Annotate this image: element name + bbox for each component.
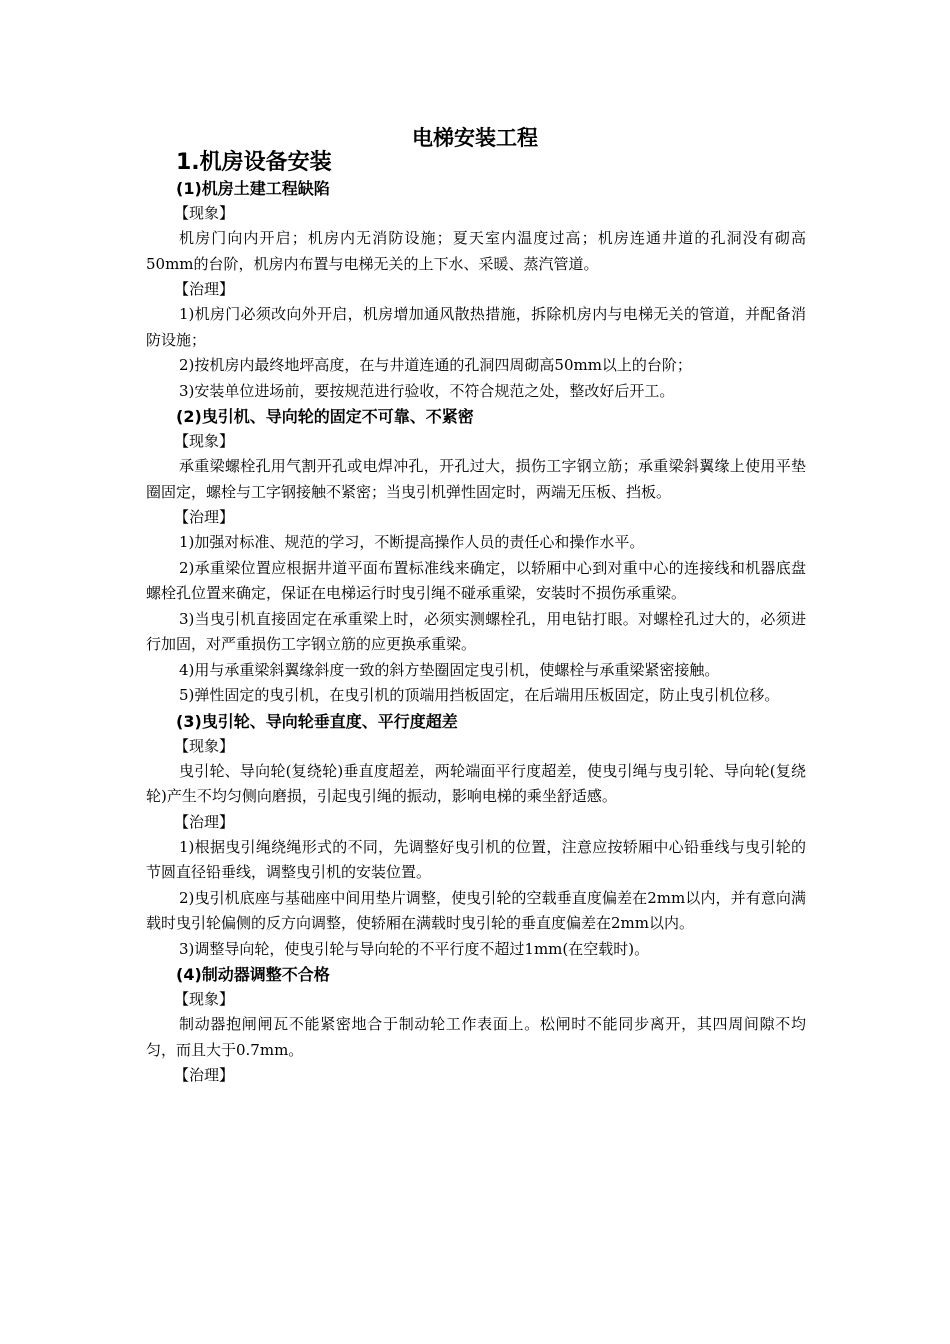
treatment-item: 1)根据曳引绳绕绳形式的不同，先调整好曳引机的位置，注意应按轿厢中心铅垂线与曳引轮的节圆直径铅垂线，调整曳引机的安装位置。 bbox=[146, 837, 806, 881]
subsection-heading: (3)曳引轮、导向轮垂直度、平行度超差 bbox=[176, 711, 458, 731]
treatment-item: 3)当曳引机直接固定在承重梁上时，必须实测螺栓孔，用电钻打眼。对螺栓孔过大的，必须进行加固，对严重损伤工字钢立筋的应更换承重梁。 bbox=[146, 609, 806, 653]
treatment-item: 3)安装单位进场前，要按规范进行验收，不符合规范之处，整改好后开工。 bbox=[179, 381, 675, 400]
treatment-item: 4)用与承重梁斜翼缘斜度一致的斜方垫圈固定曳引机，使螺栓与承重梁紧密接触。 bbox=[179, 660, 720, 679]
subsection-heading: (4)制动器调整不合格 bbox=[176, 965, 330, 984]
treatment-item: 5)弹性固定的曳引机，在曳引机的顶端用挡板固定，在后端用压板固定，防止曳引机位移。 bbox=[179, 686, 780, 704]
phenomenon-label: 【现象】 bbox=[174, 990, 235, 1008]
treatment-label: 【治理】 bbox=[174, 1066, 235, 1084]
treatment-item: 2)曳引机底座与基础座中间用垫片调整，使曳引轮的空载垂直度偏差在2mm以内，并有意向满载时曳引轮偏侧的反方向调整，使轿厢在满载时曳引轮的垂直度偏差在2mm以内。 bbox=[146, 888, 806, 932]
treatment-item: 2)按机房内最终地坪高度，在与井道连通的孔洞四周砌高50mm以上的台阶； bbox=[179, 356, 692, 374]
treatment-item: 1)加强对标准、规范的学习，不断提高操作人员的责任心和操作水平。 bbox=[179, 533, 645, 551]
treatment-label: 【治理】 bbox=[174, 812, 235, 831]
subsection-heading: (1)机房土建工程缺陷 bbox=[176, 179, 330, 198]
phenomenon-label: 【现象】 bbox=[174, 736, 235, 755]
subsection bbox=[146, 404, 806, 709]
phenomenon-text: 制动器抱闸闸瓦不能紧密地合于制动轮工作表面上。松闸时不能同步离开，其四周间隙不均匀，而且大于0.7mm。 bbox=[146, 1015, 806, 1059]
phenomenon-text: 机房门向内开启；机房内无消防设施；夏天室内温度过高；机房连通井道的孔洞没有砌高50mm的台阶，机房内布置与电梯无关的上下水、采暖、蒸汽管道。 bbox=[146, 229, 806, 273]
phenomenon-label: 【现象】 bbox=[174, 204, 235, 222]
phenomenon-label: 【现象】 bbox=[174, 432, 235, 450]
phenomenon-text: 曳引轮、导向轮(复绕轮)垂直度超差，两轮端面平行度超差，使曳引绳与曳引轮、导向轮(复绕轮)产生不均匀侧向磨损，引起曳引绳的振动，影响电梯的乘坐舒适感。 bbox=[146, 761, 806, 805]
subsection bbox=[146, 709, 806, 963]
phenomenon-text: 承重梁螺栓孔用气割开孔或电焊冲孔，开孔过大，损伤工字钢立筋；承重梁斜翼缘上使用平垫圈固定，螺栓与工字钢接触不紧密；当曳引机弹性固定时，两端无压板、挡板。 bbox=[146, 457, 806, 501]
treatment-item: 2)承重梁位置应根据井道平面布置标准线来确定，以轿厢中心到对重中心的连接线和机器底盘螺栓孔位置来确定，保证在电梯运行时曳引绳不碰承重梁，安装时不损伤承重梁。 bbox=[146, 558, 806, 602]
document-body bbox=[146, 176, 806, 1088]
subsection bbox=[146, 176, 806, 404]
document-title: 电梯安装工程 bbox=[412, 126, 538, 150]
subsection-heading: (2)曳引机、导向轮的固定不可靠、不紧密 bbox=[176, 407, 474, 426]
treatment-item: 1)机房门必须改向外开启，机房增加通风散热措施，拆除机房内与电梯无关的管道，并配备消防设施； bbox=[146, 305, 806, 349]
treatment-label: 【治理】 bbox=[174, 280, 235, 298]
treatment-item: 3)调整导向轮，使曳引轮与导向轮的不平行度不超过1mm(在空载时)。 bbox=[179, 939, 650, 958]
section-title: 1.机房设备安装 bbox=[176, 150, 332, 175]
subsection bbox=[146, 962, 806, 1088]
treatment-label: 【治理】 bbox=[174, 508, 235, 526]
